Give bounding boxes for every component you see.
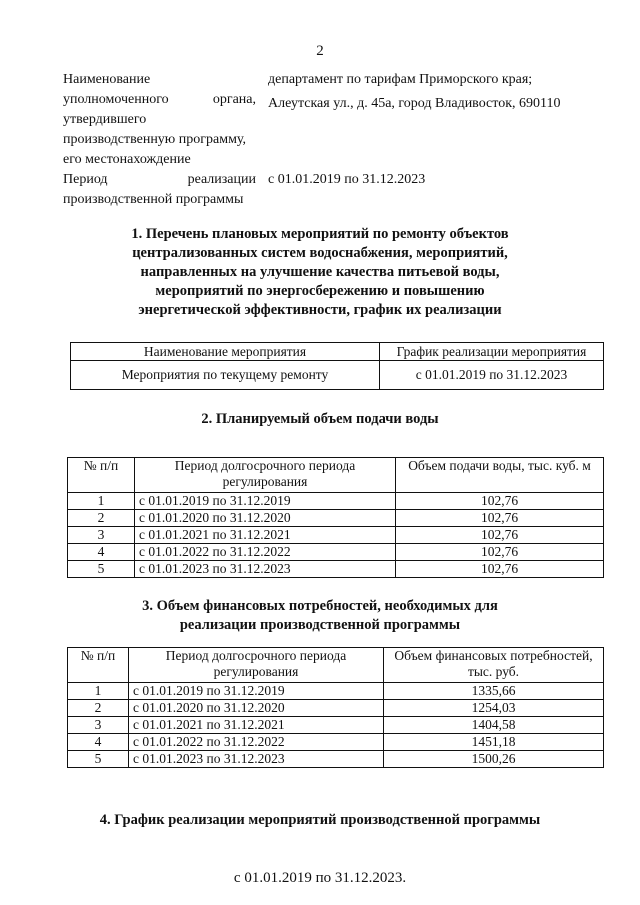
header-period: Период долгосрочного периода регулирования <box>129 648 384 683</box>
table-row: 3 с 01.01.2021 по 31.12.2021 1404,58 <box>68 717 604 734</box>
table-row: 1 с 01.01.2019 по 31.12.2019 102,76 <box>68 493 604 510</box>
authority-value: департамент по тарифам Приморского края; Алеутская ул., д. 45а, город Владивосток, 690110 <box>268 72 561 111</box>
section2-title: 2. Планируемый объем подачи воды <box>201 411 439 427</box>
header-measure-name: Наименование мероприятия <box>71 343 380 361</box>
program-info <box>63 70 583 210</box>
header-financial-needs: Объем финансовых потребностей, тыс. руб. <box>384 648 604 683</box>
measures-table <box>70 342 604 390</box>
section4-title: 4. График реализации мероприятий производственной программы <box>99 812 541 828</box>
authority-label: Наименование уполномоченного органа, утвердившего производственную программу, его местонахождение <box>63 72 256 167</box>
table-row: 1 с 01.01.2019 по 31.12.2019 1335,66 <box>68 683 604 700</box>
table-row: 4 с 01.01.2022 по 31.12.2022 1451,18 <box>68 734 604 751</box>
table-row: 5 с 01.01.2023 по 31.12.2023 1500,26 <box>68 751 604 768</box>
table-header-row <box>71 343 604 361</box>
period-row <box>63 170 583 210</box>
table-header-row <box>68 648 604 683</box>
measure-name-cell: Мероприятия по текущему ремонту <box>71 361 380 390</box>
table-row: 4 с 01.01.2022 по 31.12.2022 102,76 <box>68 544 604 561</box>
period-value: с 01.01.2019 по 31.12.2023 <box>268 172 426 187</box>
authority-row <box>63 70 583 170</box>
measure-schedule-cell: с 01.01.2019 по 31.12.2023 <box>380 361 604 390</box>
financial-needs-table <box>67 647 604 768</box>
table-row <box>71 361 604 390</box>
table-row: 2 с 01.01.2020 по 31.12.2020 102,76 <box>68 510 604 527</box>
header-measure-schedule: График реализации мероприятия <box>380 343 604 361</box>
section1-title: 1. Перечень плановых мероприятий по ремонту объектов централизованных систем водоснабжения, мероприятий, направленных на улучшение качества питьевой воды, мероприятий по энергосбережению и повышению энергетической эффективности, график их реализации <box>131 226 509 318</box>
period-label: Период реализации производственной программы <box>63 172 256 207</box>
header-water-volume: Объем подачи воды, тыс. куб. м <box>396 458 604 493</box>
table-row: 3 с 01.01.2021 по 31.12.2021 102,76 <box>68 527 604 544</box>
section3-title: 3. Объем финансовых потребностей, необходимых для реализации производственной программы <box>142 598 498 633</box>
table-row: 2 с 01.01.2020 по 31.12.2020 1254,03 <box>68 700 604 717</box>
section4-period: с 01.01.2019 по 31.12.2023. <box>233 870 407 886</box>
header-number: № п/п <box>68 648 129 683</box>
water-volume-table <box>67 457 604 578</box>
page-number: 2 <box>316 43 324 59</box>
header-number: № п/п <box>68 458 135 493</box>
header-period: Период долгосрочного периода регулирования <box>135 458 396 493</box>
table-row: 5 с 01.01.2023 по 31.12.2023 102,76 <box>68 561 604 578</box>
table-header-row <box>68 458 604 493</box>
